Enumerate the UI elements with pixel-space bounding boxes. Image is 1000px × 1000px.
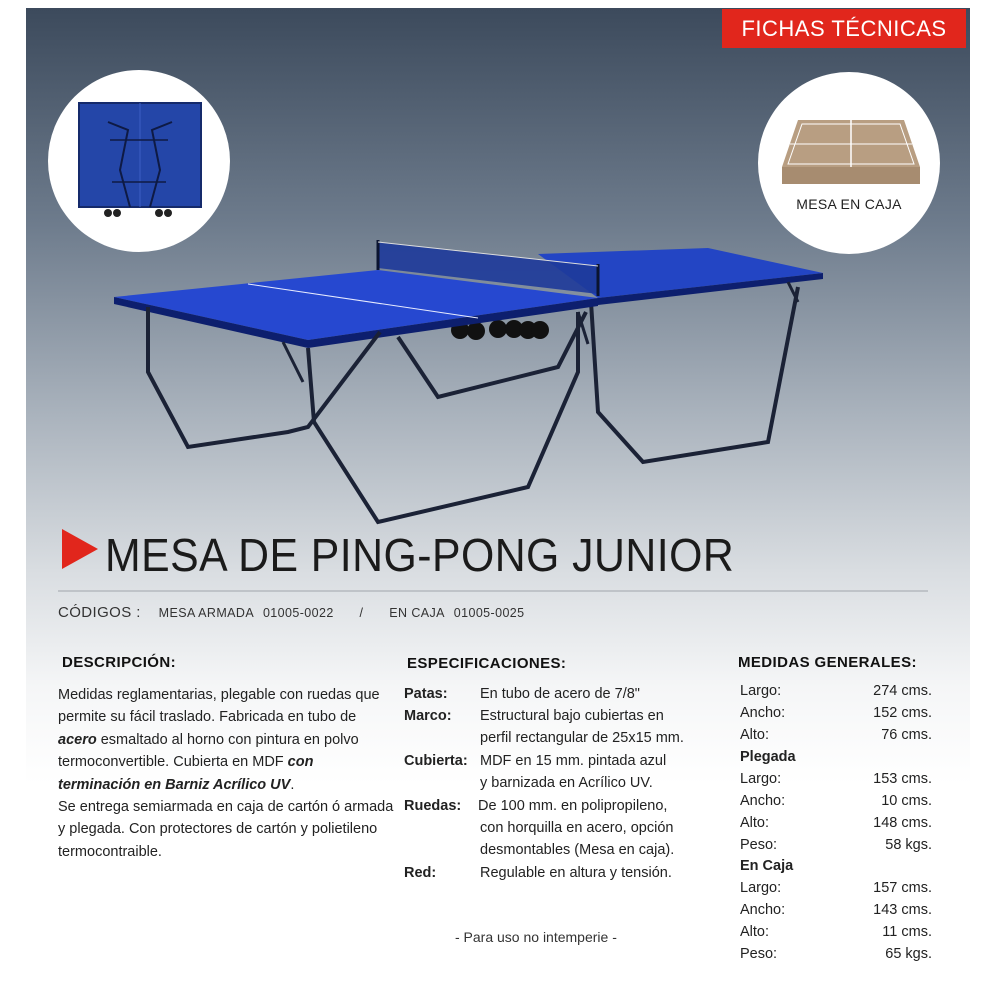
- spec-value: MDF en 15 mm. pintada azul: [480, 753, 667, 769]
- codes-separator: /: [359, 606, 364, 620]
- spec-key: Cubierta:: [404, 753, 468, 769]
- ping-pong-table-image: [108, 232, 828, 532]
- medida-row: Largo: 157 cms.: [740, 880, 932, 896]
- page-title: MESA DE PING-PONG JUNIOR: [105, 529, 735, 581]
- spec-value: Estructural bajo cubiertas en: [480, 708, 664, 724]
- descripcion-part: esmaltado al horno con pintura en polvo termoconvertible. Cubierta en MDF: [58, 731, 359, 771]
- spec-value: perfil rectangular de 25x15 mm.: [480, 730, 684, 746]
- medida-row: Ancho: 10 cms.: [740, 793, 932, 809]
- caja-code: 01005-0025: [453, 606, 525, 620]
- spec-value: En tubo de acero de 7/8": [480, 686, 640, 702]
- spec-key: Ruedas:: [404, 798, 462, 814]
- table-in-box-inset: [758, 72, 940, 254]
- product-codes: [58, 604, 530, 621]
- medida-row: Alto: 148 cms.: [740, 815, 932, 831]
- fichas-tecnicas-badge: FICHAS TÉCNICAS: [722, 9, 966, 48]
- descripcion-bold: acero: [58, 731, 97, 748]
- spec-value: y barnizada en Acrílico UV.: [480, 775, 653, 791]
- medidas-heading: MEDIDAS GENERALES:: [738, 654, 917, 671]
- medida-row: Largo: 274 cms.: [740, 683, 932, 699]
- especificaciones-heading: ESPECIFICACIONES:: [407, 655, 567, 672]
- armada-code: 01005-0022: [262, 606, 334, 620]
- spec-value: Regulable en altura y tensión.: [480, 865, 672, 881]
- spec-value: De 100 mm. en polipropileno,: [478, 798, 668, 814]
- caja-code-label: EN CAJA: [389, 606, 445, 620]
- medidas-list: [740, 683, 932, 973]
- medida-row: Ancho: 152 cms.: [740, 705, 932, 721]
- medida-row: Alto: 11 cms.: [740, 924, 932, 940]
- caja-title: En Caja: [740, 858, 794, 874]
- medida-row: Peso: 65 kgs.: [740, 946, 932, 962]
- medida-row: Peso: 58 kgs.: [740, 837, 932, 853]
- plegada-title: Plegada: [740, 749, 796, 765]
- spec-value: desmontables (Mesa en caja).: [480, 842, 675, 858]
- folded-table-image: [48, 70, 230, 252]
- descripcion-part: Medidas reglamentarias, plegable con ruedas que permite su fácil traslado. Fabricada en tubo de: [58, 687, 380, 726]
- descripcion-heading: DESCRIPCIÓN:: [62, 654, 176, 671]
- outdoor-note: - Para uso no intemperie -: [455, 929, 617, 945]
- spec-key: Marco:: [404, 708, 452, 724]
- medida-row: Largo: 153 cms.: [740, 771, 932, 787]
- medida-row: Alto: 76 cms.: [740, 727, 932, 743]
- armada-label: MESA ARMADA: [158, 606, 255, 620]
- codes-label: CÓDIGOS :: [58, 604, 141, 621]
- descripcion-paragraph: Se entrega semiarmada en caja de cartón ó armada y plegada. Con protectores de cartón y polietileno termocontraible.: [58, 799, 394, 860]
- medida-row: Ancho: 143 cms.: [740, 902, 932, 918]
- spec-value: con horquilla en acero, opción: [480, 820, 674, 836]
- descripcion-part: .: [290, 776, 295, 793]
- spec-key: Red:: [404, 865, 437, 881]
- descripcion-text: [58, 684, 398, 863]
- title-divider: [58, 590, 928, 592]
- title-arrow-icon: [60, 527, 100, 571]
- folded-table-inset: [48, 70, 230, 252]
- boxed-table-image: [758, 72, 940, 254]
- descripcion-bold: con terminación en Barniz Acrílico UV: [58, 754, 314, 793]
- spec-key: Patas:: [404, 686, 448, 702]
- mesa-en-caja-label: MESA EN CAJA: [796, 196, 902, 212]
